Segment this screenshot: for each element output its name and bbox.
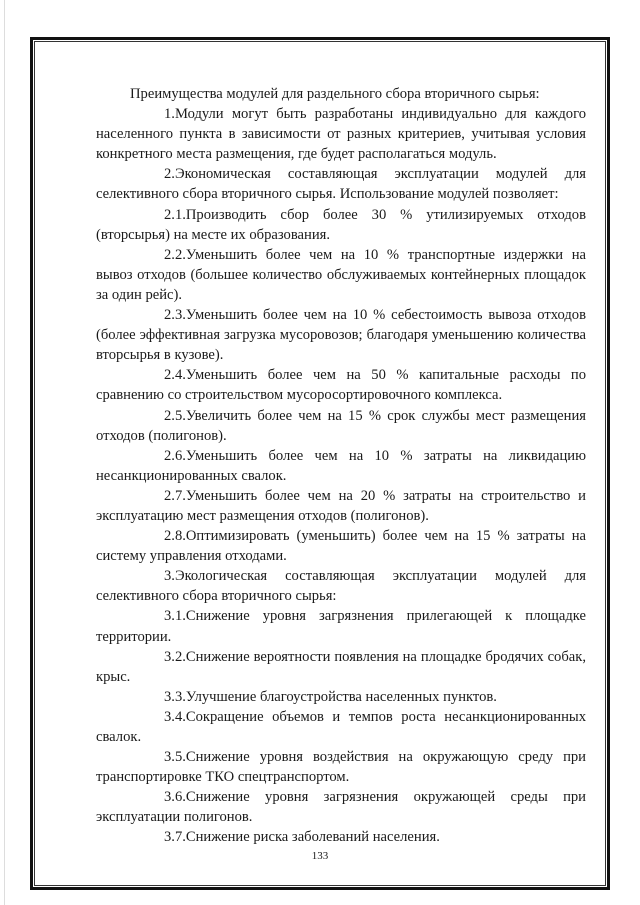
- list-item: [96, 707, 586, 747]
- list-item: [96, 526, 586, 566]
- item-number: 3.7.: [164, 829, 186, 846]
- document-body: [96, 84, 586, 848]
- list-item: [96, 164, 586, 204]
- item-number: 2.4.: [164, 367, 186, 384]
- item-text: Производить сбор более 30 % утилизируемых отходов (вторсырья) на месте их образования.: [96, 206, 586, 243]
- item-number: 2.5.: [164, 407, 186, 424]
- item-text: Увеличить более чем на 15 % срок службы мест размещения отходов (полигонов).: [96, 407, 586, 444]
- document-title: Преимущества модулей для раздельного сбора вторичного сырья:: [130, 86, 540, 102]
- item-number: 2.7.: [164, 487, 186, 504]
- list-item: [96, 606, 586, 646]
- item-text: Улучшение благоустройства населенных пунктов.: [185, 688, 497, 705]
- item-text: Уменьшить более чем на 10 % транспортные издержки на вывоз отходов (большее количество обслуживаемых контейнерных площадок за один рейс).: [96, 246, 586, 303]
- item-text: Экономическая составляющая эксплуатации модулей для селективного сбора вторичного сырья. Использование модулей позволяет:: [96, 166, 586, 203]
- item-number: 3.3.: [164, 688, 186, 705]
- list-item: [96, 747, 586, 787]
- item-number: 2.6.: [164, 447, 186, 464]
- item-text: Экологическая составляющая эксплуатации модулей для селективного сбора вторичного сырья:: [96, 568, 586, 605]
- item-number: 2.1.: [164, 206, 186, 223]
- item-text: Снижение вероятности появления на площадке бродячих собак, крыс.: [96, 648, 586, 685]
- item-text: Оптимизировать (уменьшить) более чем на 15 % затраты на систему управления отходами.: [96, 528, 586, 565]
- list-item: [96, 406, 586, 446]
- list-item: [96, 687, 586, 707]
- list-item: [96, 566, 586, 606]
- item-number: 3.6.: [164, 789, 186, 806]
- page-number: 133: [311, 850, 329, 862]
- list-item: [96, 827, 586, 847]
- item-text: Сокращение объемов и темпов роста несанкционированных свалок.: [96, 708, 586, 745]
- item-text: Снижение уровня воздействия на окружающую среду при транспортировке ТКО спецтранспортом.: [96, 749, 586, 786]
- item-text: Уменьшить более чем на 10 % себестоимость вывоза отходов (более эффективная загрузка мусоровозов; благодаря уменьшению количества вторсырья в кузове).: [96, 307, 586, 364]
- item-number: 3.1.: [164, 608, 186, 625]
- paragraph-list: [96, 104, 586, 847]
- item-number: 1.: [164, 106, 175, 123]
- list-item: [96, 446, 586, 486]
- item-text: Снижение уровня загрязнения прилегающей к площадке территории.: [96, 608, 586, 645]
- scan-edge: [4, 0, 5, 905]
- list-item: [96, 486, 586, 526]
- item-number: 3.5.: [164, 749, 186, 766]
- list-item: [96, 365, 586, 405]
- item-number: 2.8.: [164, 528, 186, 545]
- item-number: 3.: [164, 568, 175, 585]
- list-item: [96, 104, 586, 164]
- item-text: Модули могут быть разработаны индивидуально для каждого населенного пункта в зависимости от разных критериев, учитывая условия конкретного места размещения, где будет располагаться модуль.: [96, 106, 586, 163]
- list-item: [96, 787, 586, 827]
- item-number: 2.: [164, 166, 175, 183]
- item-number: 2.3.: [164, 307, 186, 324]
- item-text: Уменьшить более чем на 20 % затраты на строительство и эксплуатацию мест размещения отходов (полигонов).: [96, 487, 586, 524]
- item-text: Снижение риска заболеваний населения.: [185, 829, 440, 846]
- list-item: [96, 245, 586, 305]
- item-text: Уменьшить более чем на 50 % капитальные расходы по сравнению со строительством мусоросортировочного комплекса.: [96, 367, 586, 404]
- list-item: [96, 205, 586, 245]
- item-number: 2.2.: [164, 246, 186, 263]
- list-item: [96, 647, 586, 687]
- item-number: 3.4.: [164, 708, 186, 725]
- item-text: Уменьшить более чем на 10 % затраты на ликвидацию несанкционированных свалок.: [96, 447, 586, 484]
- item-text: Снижение уровня загрязнения окружающей среды при эксплуатации полигонов.: [96, 789, 586, 826]
- item-number: 3.2.: [164, 648, 186, 665]
- list-item: [96, 305, 586, 365]
